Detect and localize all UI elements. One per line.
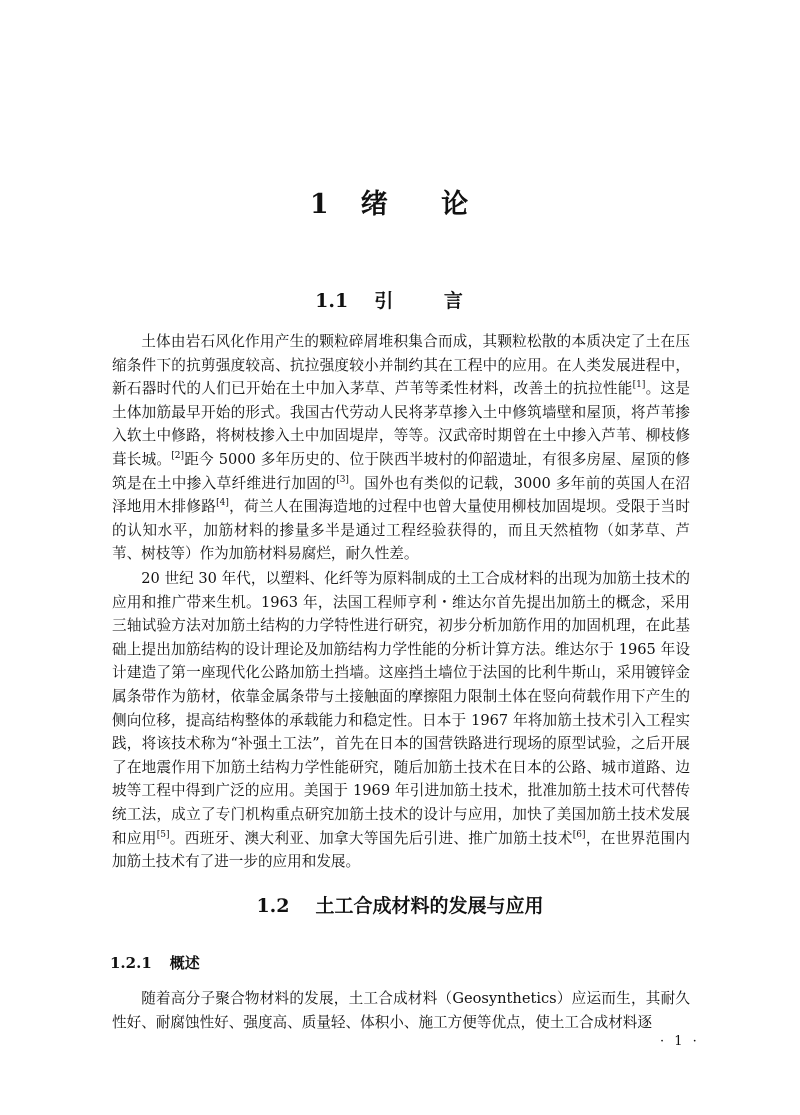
citation-ref: [4] xyxy=(216,498,229,509)
chapter-title xyxy=(0,182,800,221)
paragraph-text: 距今 5000 多年历史的、位于陕西半坡村的仰韶遗址，有很多房屋、屋顶的修筑是在土中掺入草纤维进行加固的 xyxy=(112,450,690,492)
paragraph-text: 。这是土体加筋最早开始的形式。我国古代劳动人民将茅草掺入土中修筑墙壁和屋顶，将芦苇掺入软土中修路，将树枝掺入土中加固堤岸，等等。汉武帝时期曾在土中掺入芦苇、柳枝修葺长城。 xyxy=(112,380,690,468)
citation-ref: [1] xyxy=(632,380,646,391)
paragraph-text: 随着高分子聚合物材料的发展，土工合成材料（Geosynthetics）应运而生，其耐久性好、耐腐蚀性好、强度高、质量轻、体积小、施工方便等优点，使土工合成材料逐 xyxy=(112,990,690,1031)
section-title: 土工合成材料的发展与应用 xyxy=(315,895,544,917)
paragraph-text: 20 世纪 30 年代，以塑料、化纤等为原料制成的土工合成材料的出现为加筋土技术的应用和推广带来生机。1963 年，法国工程师亨利・维达尔首先提出加筋土的概念，采用三轴试验方法对加筋土结构的力学特性进行研究，初步分析加筋作用的加固机理，在此基础上提出加筋结构的设计理论及加筋结构力学性能的分析计算方法。维达尔于 1965 年设计建造了第一座现代化公路加筋土挡墙。这座挡土墙位于法国的比利牛斯山，采用镀锌金属条带作为筋材，依靠金属条带与土接触面的摩擦阻力限制土体在竖向荷载作用下产生的侧向位移，提高结构整体的承载能力和稳定性。日本于 1967 年将加筋土技术引入工程实践，将该技术称为“补强土工法”，首先在日本的国营铁路进行现场的原型试验，之后开展了在地震作用下加筋土结构力学性能研究，随后加筋土技术在日本的公路、城市道路、边坡等工程中得到广泛的应用。美国于 1969 年引进加筋土技术，批准加筋土技术可代替传统工法，成立了专门机构重点研究加筋土技术的设计与应用，加快了美国加筋土技术发展和应用 xyxy=(112,570,690,847)
citation-ref: [6] xyxy=(572,829,586,840)
paragraph-text: 土体由岩石风化作用产生的颗粒碎屑堆积集合而成，其颗粒松散的本质决定了土在压缩条件下的抗剪强度较高、抗拉强度较小并制约其在工程中的应用。在人类发展进程中，新石器时代的人们已开始在土中加入茅草、芦苇等柔性材料，改善土的抗拉性能 xyxy=(112,333,690,398)
section-title: 引 言 xyxy=(374,290,485,312)
subsection-title: 概述 xyxy=(169,954,200,972)
body-paragraph xyxy=(112,567,690,874)
body-paragraph xyxy=(112,987,690,1034)
citation-ref: [5] xyxy=(156,829,170,840)
paragraph-text: 。西班牙、澳大利亚、加拿大等国先后引进、推广加筋土技术 xyxy=(169,829,573,847)
page-number: · 1 · xyxy=(660,1034,700,1049)
chapter-number: 1 xyxy=(309,189,331,220)
citation-ref: [2] xyxy=(171,450,184,461)
paragraph-text: 。国外也有类似的记载，3000 多年前的英国人在沼泽地用木排修路 xyxy=(112,474,690,516)
paragraph-text: ，荷兰人在围海造地的过程中也曾大量使用柳枝加固堤坝。受限于当时的认知水平，加筋材料的掺量多半是通过工程经验获得的，而且天然植物（如茅草、芦苇、树枝等）作为加筋材料易腐烂，耐久性差。 xyxy=(112,498,690,563)
chapter-title-text: 绪 论 xyxy=(360,189,491,220)
section-number: 1.2 xyxy=(256,895,290,917)
body-paragraph xyxy=(112,330,690,566)
subsection-number: 1.2.1 xyxy=(110,954,152,972)
section-heading xyxy=(0,286,800,313)
section-heading xyxy=(0,891,800,918)
paragraph-text: ，在世界范围内加筋土技术有了进一步的应用和发展。 xyxy=(112,829,690,871)
citation-ref: [3] xyxy=(336,474,349,485)
section-number: 1.1 xyxy=(315,290,349,312)
subsection-heading xyxy=(110,952,200,973)
